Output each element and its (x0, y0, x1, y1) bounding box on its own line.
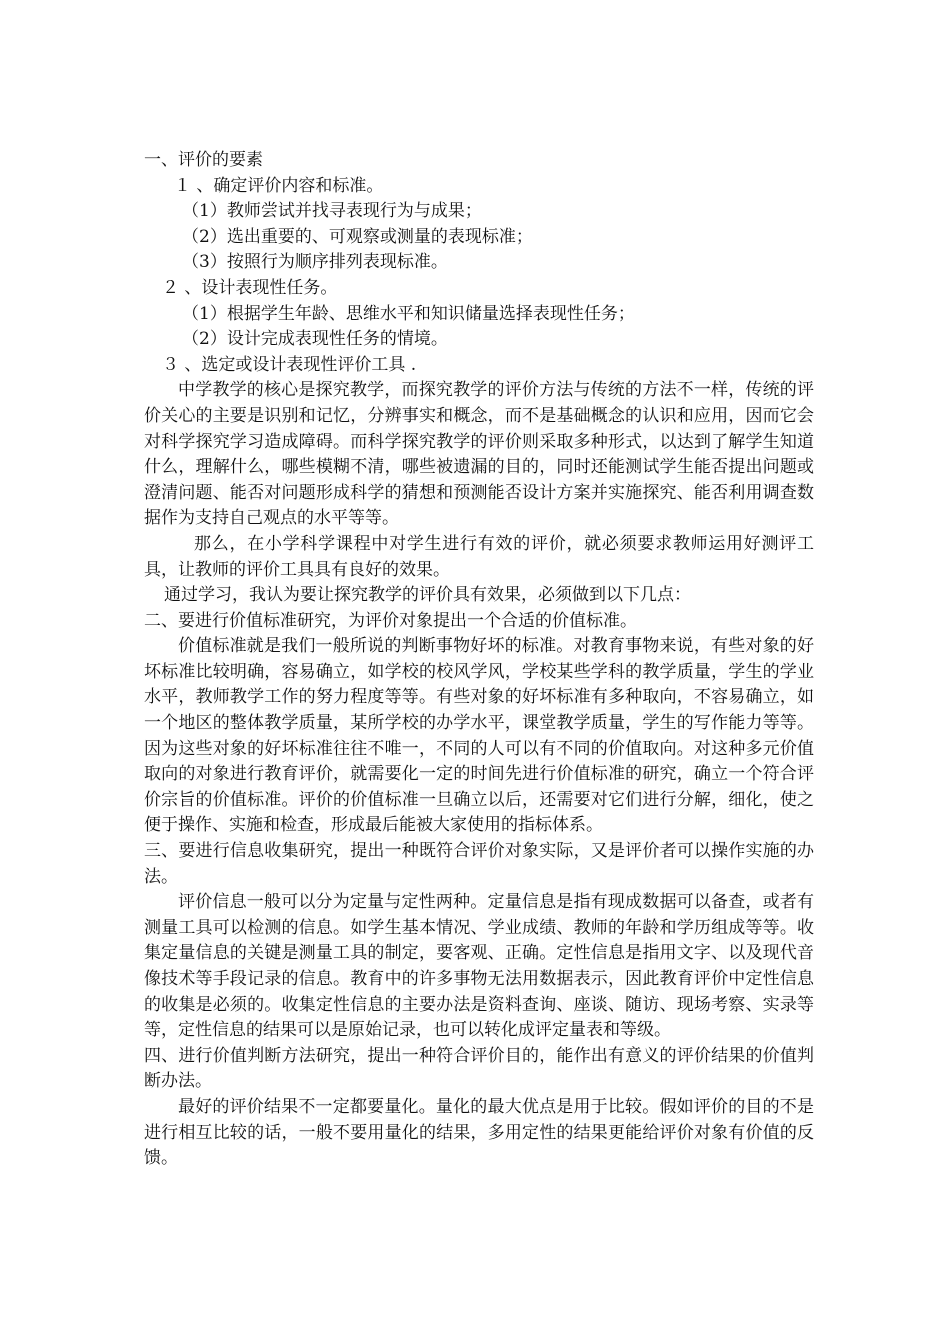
item1-title: １ 、确定评价内容和标准。 (174, 175, 384, 196)
item1-sub3: （3）按照行为顺序排列表现标准。 (182, 252, 448, 273)
section1-heading: 一、评价的要素 (144, 150, 263, 170)
section1-paragraph1: 中学教学的核心是探究教学，而探究教学的评价方法与传统的方法不一样，传统的评价关心的主要是识别和记忆，分辨事实和概念，而不是基础概念的认识和应用，因而它会对科学探究学习造成障碍。而科学探究教学的评价则采取多种形式，以达到了解学生知道什么，理解什么，哪些模糊不清，哪些被遗漏的目的，同时还能测试学生能否提出问题或澄清问题、能否对问题形成科学的猜想和预测能否设计方案并实施探究、能否利用调查数据作为支持自己观点的水平等等。 (144, 380, 814, 529)
item2-sub1: （1）根据学生年龄、思维水平和知识储量选择表现性任务； (182, 303, 635, 324)
section2-heading: 二、要进行价值标准研究，为评价对象提出一个合适的价值标准。 (144, 610, 637, 631)
section2-paragraph: 价值标准就是我们一般所说的判断事物好坏的标准。对教育事物来说，有些对象的好坏标准比较明确，容易确立，如学校的校风学风，学校某些学科的教学质量，学生的学业水平，教师教学工作的努力程度等等。有些对象的好坏标准有多种取向，不容易确立，如一个地区的整体教学质量，某所学校的办学水平，课堂教学质量，学生的写作能力等等。因为这些对象的好坏标准往往不唯一，不同的人可以有不同的价值取向。对这种多元价值取向的对象进行教育评价，就需要化一定的时间先进行价值标准的研究，确立一个符合评价宗旨的价值标准。评价的价值标准一旦确立以后，还需要对它们进行分解，细化，使之便于操作、实施和检查，形成最后能被大家使用的指标体系。 (144, 636, 814, 836)
item1-sub2: （2）选出重要的、可观察或测量的表现标准； (182, 226, 533, 247)
item1-sub1: （1）教师尝试并找寻表现行为与成果； (182, 201, 482, 222)
item3-title: ３ 、选定或设计表现性评价工具 . (162, 354, 417, 375)
item2-sub2: （2）设计完成表现性任务的情境。 (182, 329, 448, 350)
section4-heading: 四、进行价值判断方法研究，提出一种符合评价目的，能作出有意义的评价结果的价值判断办法。 (144, 1045, 814, 1092)
section4-paragraph: 最好的评价结果不一定都要量化。量化的最大优点是用于比较。假如评价的目的不是进行相互比较的话，一般不要用量化的结果，多用定性的结果更能给评价对象有价值的反馈。 (144, 1096, 814, 1169)
item2-title: ２ 、设计表现性任务。 (162, 277, 338, 298)
section1-paragraph2: 那么，在小学科学课程中对学生进行有效的评价，就必须要求教师运用好测评工具，让教师的评价工具具有良好的效果。 (144, 533, 814, 580)
section3-heading: 三、要进行信息收集研究，提出一种既符合评价对象实际，又是评价者可以操作实施的办法。 (144, 841, 814, 887)
section3-paragraph: 评价信息一般可以分为定量与定性两种。定量信息是指有现成数据可以备查，或者有测量工具可以检测的信息。如学生基本情况、学业成绩、教师的年龄和学历组成等等。收集定量信息的关键是测量工具的制定，要客观、正确。定性信息是指用文字、以及现代音像技术等手段记录的信息。教育中的许多事物无法用数据表示，因此教育评价中定性信息的收集是必须的。收集定性信息的主要办法是资料查询、座谈、随访、现场考察、实录等等，定性信息的结果可以是原始记录，也可以转化成评定量表和等级。 (144, 892, 814, 1041)
section1-intro: 通过学习，我认为要让探究教学的评价具有效果，必须做到以下几点： (164, 585, 691, 606)
document-page (144, 148, 814, 1172)
